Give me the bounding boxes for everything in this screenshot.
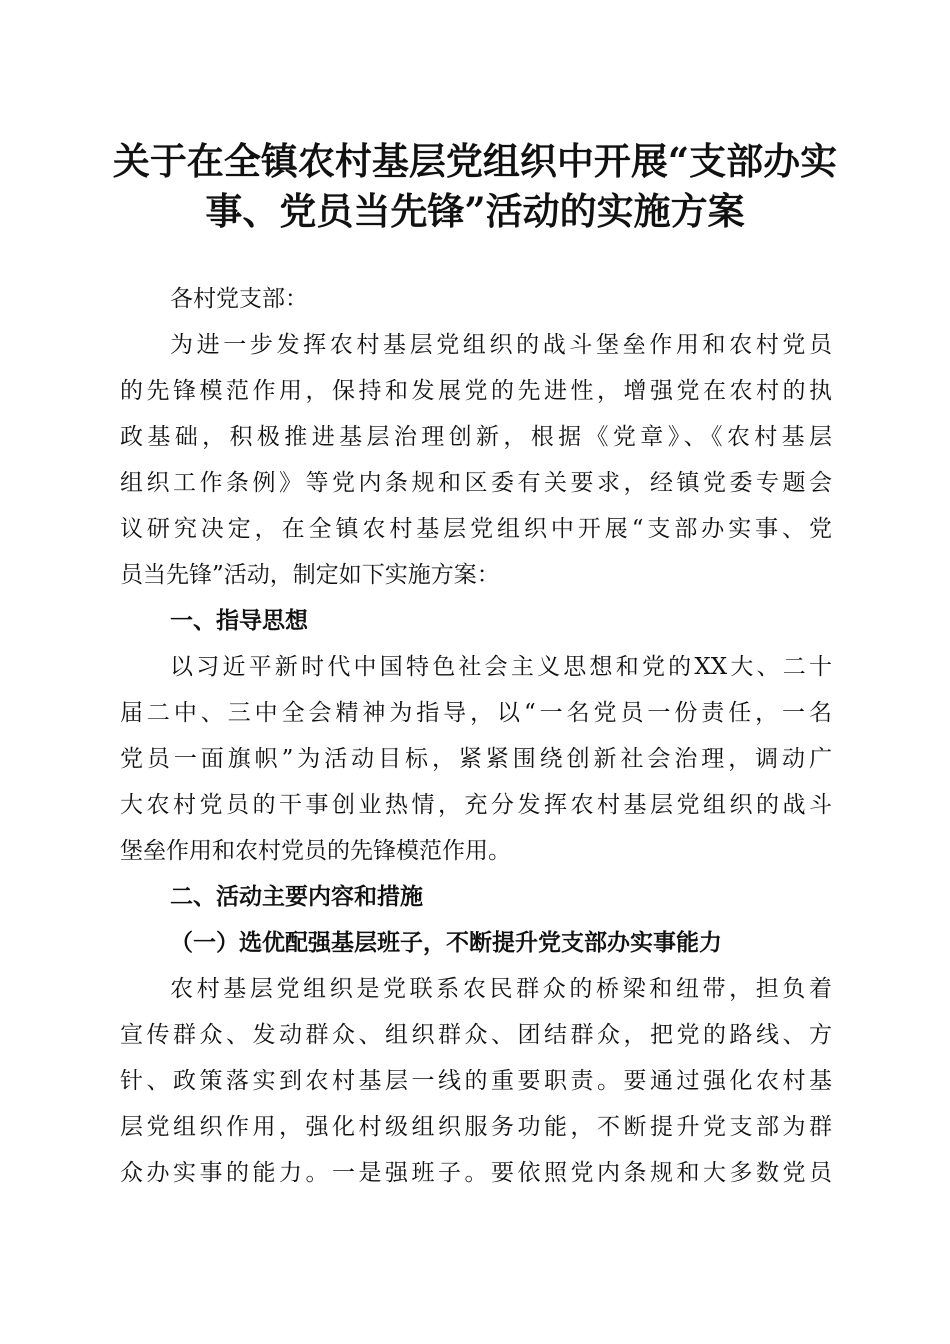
subsection-1-line: 针、政策落实到农村基层一线的重要职责。要通过强化农村基 [120,1068,832,1094]
intro-line: 组织工作条例》等党内条规和区委有关要求，经镇党委专题会 [120,470,832,496]
subsection-1-line: 层党组织作用，强化村级组织服务功能，不断提升党支部为群 [120,1114,832,1140]
intro-line: 员当先锋”活动，制定如下实施方案： [120,562,500,588]
title-line-1: 关于在全镇农村基层党组织中开展“支部办实 [112,139,838,183]
document-title [100,136,850,236]
section-2-heading: 二、活动主要内容和措施 [170,884,423,910]
intro-line: 的先锋模范作用，保持和发展党的先进性，增强党在农村的执 [120,378,832,404]
section-1-line: 届二中、三中全会精神为指导，以“一名党员一份责任，一名 [120,700,832,726]
subsection-1-line: 宣传群众、发动群众、组织群众、团结群众，把党的路线、方 [120,1022,832,1048]
subsection-1-heading: （一）选优配强基层班子，不断提升党支部办实事能力 [170,929,722,956]
intro-line: 议研究决定，在全镇农村基层党组织中开展“支部办实事、党 [120,516,832,542]
intro-line: 为进一步发挥农村基层党组织的战斗堡垒作用和农村党员 [170,332,832,358]
intro-line: 政基础，积极推进基层治理创新，根据《党章》、《农村基层 [120,424,832,450]
section-1-line: 以习近平新时代中国特色社会主义思想和党的XX大、二十 [170,654,832,680]
section-1-line: 堡垒作用和农村党员的先锋模范作用。 [120,838,511,864]
subsection-1-line: 众办实事的能力。一是强班子。要依照党内条规和大多数党员 [120,1160,832,1186]
section-1-heading: 一、指导思想 [170,608,308,634]
section-1-line: 党员一面旗帜”为活动目标，紧紧围绕创新社会治理，调动广 [120,746,832,772]
subsection-1-line: 农村基层党组织是党联系农民群众的桥梁和纽带，担负着 [170,976,832,1002]
salutation: 各村党支部： [170,286,308,312]
section-1-line: 大农村党员的干事创业热情，充分发挥农村基层党组织的战斗 [120,792,832,818]
title-line-2: 事、党员当先锋”活动的实施方案 [205,189,745,233]
